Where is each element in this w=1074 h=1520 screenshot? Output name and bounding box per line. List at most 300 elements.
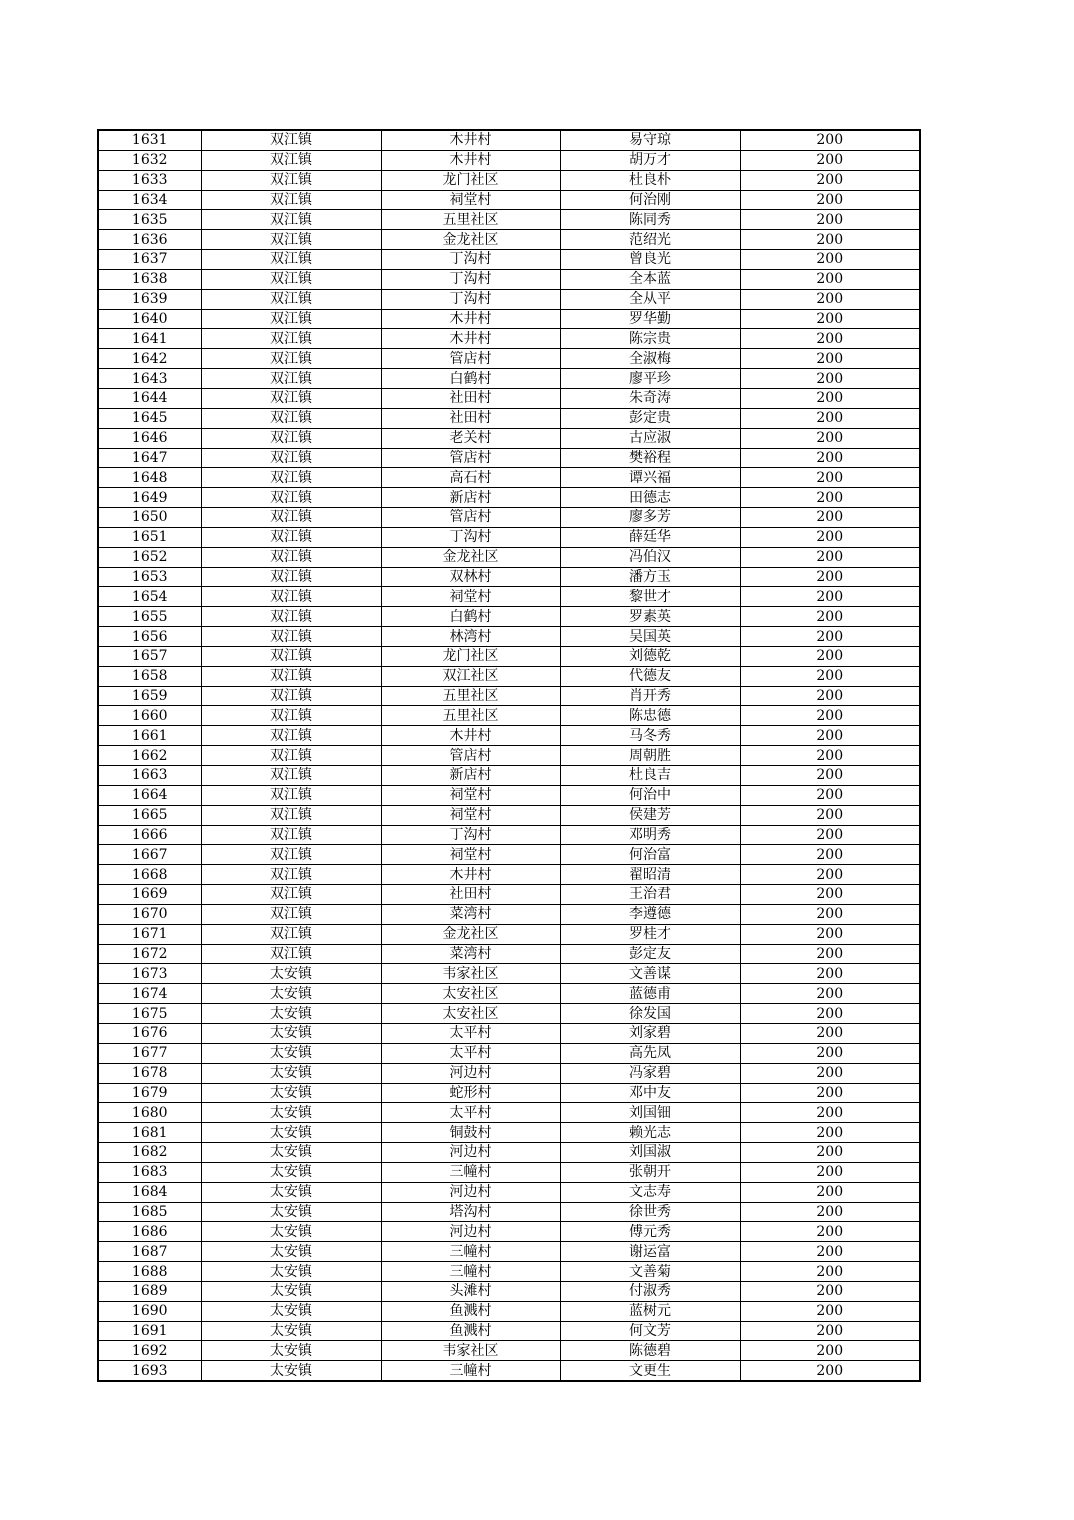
village-cell: 河边村 (381, 1182, 560, 1202)
table-row (98, 527, 920, 547)
name-cell: 翟昭清 (560, 865, 740, 885)
name-cell: 范绍光 (560, 230, 740, 250)
village-cell: 三幢村 (381, 1242, 560, 1262)
village-cell: 三幢村 (381, 1162, 560, 1182)
amount-cell: 200 (740, 646, 920, 666)
serial-number-cell: 1654 (98, 587, 201, 607)
table-body (98, 130, 920, 1381)
town-cell: 双江镇 (201, 547, 381, 567)
town-cell: 双江镇 (201, 746, 381, 766)
amount-cell: 200 (740, 964, 920, 984)
data-table (97, 129, 921, 1382)
amount-cell: 200 (740, 527, 920, 547)
amount-cell: 200 (740, 289, 920, 309)
name-cell: 马冬秀 (560, 726, 740, 746)
amount-cell: 200 (740, 1222, 920, 1242)
town-cell: 双江镇 (201, 508, 381, 528)
name-cell: 刘家碧 (560, 1023, 740, 1043)
village-cell: 鱼溅村 (381, 1321, 560, 1341)
name-cell: 罗桂才 (560, 924, 740, 944)
amount-cell: 200 (740, 1123, 920, 1143)
table-row (98, 944, 920, 964)
amount-cell: 200 (740, 686, 920, 706)
serial-number-cell: 1643 (98, 369, 201, 389)
amount-cell: 200 (740, 349, 920, 369)
table-row (98, 190, 920, 210)
town-cell: 双江镇 (201, 210, 381, 230)
table-row (98, 1083, 920, 1103)
table-row (98, 924, 920, 944)
name-cell: 陈德碧 (560, 1341, 740, 1361)
amount-cell: 200 (740, 845, 920, 865)
village-cell: 祠堂村 (381, 190, 560, 210)
town-cell: 双江镇 (201, 527, 381, 547)
town-cell: 双江镇 (201, 349, 381, 369)
table-row (98, 1301, 920, 1321)
table-row (98, 805, 920, 825)
town-cell: 双江镇 (201, 686, 381, 706)
town-cell: 太安镇 (201, 964, 381, 984)
town-cell: 太安镇 (201, 1361, 381, 1381)
name-cell: 彭定友 (560, 944, 740, 964)
village-cell: 太安社区 (381, 1004, 560, 1024)
town-cell: 太安镇 (201, 1182, 381, 1202)
serial-number-cell: 1634 (98, 190, 201, 210)
name-cell: 周朝胜 (560, 746, 740, 766)
amount-cell: 200 (740, 1301, 920, 1321)
amount-cell: 200 (740, 1004, 920, 1024)
name-cell: 蓝德甫 (560, 984, 740, 1004)
table-row (98, 1361, 920, 1381)
table-row (98, 1023, 920, 1043)
table-row (98, 130, 920, 150)
name-cell: 刘国钿 (560, 1103, 740, 1123)
name-cell: 曾良光 (560, 250, 740, 270)
serial-number-cell: 1664 (98, 785, 201, 805)
table-row (98, 1143, 920, 1163)
table-row (98, 964, 920, 984)
serial-number-cell: 1646 (98, 428, 201, 448)
town-cell: 双江镇 (201, 230, 381, 250)
name-cell: 侯建芳 (560, 805, 740, 825)
village-cell: 河边村 (381, 1222, 560, 1242)
town-cell: 双江镇 (201, 468, 381, 488)
serial-number-cell: 1641 (98, 329, 201, 349)
amount-cell: 200 (740, 190, 920, 210)
serial-number-cell: 1633 (98, 170, 201, 190)
amount-cell: 200 (740, 1341, 920, 1361)
amount-cell: 200 (740, 1023, 920, 1043)
table-row (98, 1103, 920, 1123)
town-cell: 太安镇 (201, 1321, 381, 1341)
village-cell: 管店村 (381, 508, 560, 528)
village-cell: 社田村 (381, 408, 560, 428)
town-cell: 太安镇 (201, 1143, 381, 1163)
village-cell: 木井村 (381, 150, 560, 170)
village-cell: 双江社区 (381, 666, 560, 686)
town-cell: 双江镇 (201, 924, 381, 944)
amount-cell: 200 (740, 508, 920, 528)
village-cell: 社田村 (381, 388, 560, 408)
village-cell: 新店村 (381, 488, 560, 508)
amount-cell: 200 (740, 825, 920, 845)
town-cell: 双江镇 (201, 627, 381, 647)
table-row (98, 250, 920, 270)
name-cell: 何治刚 (560, 190, 740, 210)
amount-cell: 200 (740, 1063, 920, 1083)
village-cell: 鱼溅村 (381, 1301, 560, 1321)
town-cell: 双江镇 (201, 170, 381, 190)
town-cell: 双江镇 (201, 706, 381, 726)
serial-number-cell: 1657 (98, 646, 201, 666)
name-cell: 杜良吉 (560, 766, 740, 786)
village-cell: 太平村 (381, 1023, 560, 1043)
town-cell: 双江镇 (201, 329, 381, 349)
name-cell: 高先凤 (560, 1043, 740, 1063)
serial-number-cell: 1642 (98, 349, 201, 369)
name-cell: 邓明秀 (560, 825, 740, 845)
village-cell: 铜鼓村 (381, 1123, 560, 1143)
town-cell: 太安镇 (201, 984, 381, 1004)
amount-cell: 200 (740, 448, 920, 468)
town-cell: 双江镇 (201, 309, 381, 329)
table-row (98, 1004, 920, 1024)
serial-number-cell: 1693 (98, 1361, 201, 1381)
table-row (98, 210, 920, 230)
serial-number-cell: 1639 (98, 289, 201, 309)
village-cell: 蛇形村 (381, 1083, 560, 1103)
village-cell: 头滩村 (381, 1281, 560, 1301)
table-row (98, 885, 920, 905)
name-cell: 黎世才 (560, 587, 740, 607)
town-cell: 太安镇 (201, 1063, 381, 1083)
amount-cell: 200 (740, 269, 920, 289)
village-cell: 祠堂村 (381, 785, 560, 805)
village-cell: 高石村 (381, 468, 560, 488)
amount-cell: 200 (740, 567, 920, 587)
name-cell: 罗华勤 (560, 309, 740, 329)
serial-number-cell: 1689 (98, 1281, 201, 1301)
town-cell: 双江镇 (201, 567, 381, 587)
table-row (98, 230, 920, 250)
serial-number-cell: 1632 (98, 150, 201, 170)
serial-number-cell: 1658 (98, 666, 201, 686)
table-row (98, 1182, 920, 1202)
town-cell: 太安镇 (201, 1043, 381, 1063)
village-cell: 河边村 (381, 1143, 560, 1163)
amount-cell: 200 (740, 388, 920, 408)
serial-number-cell: 1648 (98, 468, 201, 488)
serial-number-cell: 1647 (98, 448, 201, 468)
serial-number-cell: 1653 (98, 567, 201, 587)
serial-number-cell: 1678 (98, 1063, 201, 1083)
village-cell: 白鹤村 (381, 369, 560, 389)
name-cell: 冯伯汉 (560, 547, 740, 567)
village-cell: 管店村 (381, 349, 560, 369)
serial-number-cell: 1660 (98, 706, 201, 726)
village-cell: 新店村 (381, 766, 560, 786)
village-cell: 太平村 (381, 1103, 560, 1123)
amount-cell: 200 (740, 1321, 920, 1341)
table-row (98, 468, 920, 488)
name-cell: 潘方玉 (560, 567, 740, 587)
amount-cell: 200 (740, 329, 920, 349)
table-row (98, 785, 920, 805)
amount-cell: 200 (740, 488, 920, 508)
name-cell: 陈同秀 (560, 210, 740, 230)
serial-number-cell: 1640 (98, 309, 201, 329)
town-cell: 太安镇 (201, 1162, 381, 1182)
name-cell: 廖多芳 (560, 508, 740, 528)
town-cell: 双江镇 (201, 250, 381, 270)
name-cell: 罗素英 (560, 607, 740, 627)
town-cell: 双江镇 (201, 369, 381, 389)
town-cell: 双江镇 (201, 388, 381, 408)
table-row (98, 984, 920, 1004)
amount-cell: 200 (740, 607, 920, 627)
village-cell: 祠堂村 (381, 587, 560, 607)
village-cell: 太平村 (381, 1043, 560, 1063)
table-row (98, 1202, 920, 1222)
amount-cell: 200 (740, 785, 920, 805)
table-row (98, 567, 920, 587)
serial-number-cell: 1685 (98, 1202, 201, 1222)
village-cell: 韦家社区 (381, 964, 560, 984)
table-row (98, 1262, 920, 1282)
name-cell: 谢运富 (560, 1242, 740, 1262)
town-cell: 双江镇 (201, 726, 381, 746)
serial-number-cell: 1677 (98, 1043, 201, 1063)
name-cell: 樊裕程 (560, 448, 740, 468)
name-cell: 吴国英 (560, 627, 740, 647)
village-cell: 白鹤村 (381, 607, 560, 627)
table-row (98, 547, 920, 567)
table-row (98, 329, 920, 349)
amount-cell: 200 (740, 130, 920, 150)
serial-number-cell: 1668 (98, 865, 201, 885)
town-cell: 双江镇 (201, 766, 381, 786)
serial-number-cell: 1671 (98, 924, 201, 944)
serial-number-cell: 1644 (98, 388, 201, 408)
serial-number-cell: 1673 (98, 964, 201, 984)
amount-cell: 200 (740, 1103, 920, 1123)
town-cell: 太安镇 (201, 1242, 381, 1262)
name-cell: 赖光志 (560, 1123, 740, 1143)
town-cell: 双江镇 (201, 150, 381, 170)
table-row (98, 865, 920, 885)
amount-cell: 200 (740, 1281, 920, 1301)
table-row (98, 349, 920, 369)
serial-number-cell: 1651 (98, 527, 201, 547)
table-row (98, 289, 920, 309)
village-cell: 韦家社区 (381, 1341, 560, 1361)
village-cell: 五里社区 (381, 686, 560, 706)
serial-number-cell: 1669 (98, 885, 201, 905)
name-cell: 田德志 (560, 488, 740, 508)
village-cell: 木井村 (381, 865, 560, 885)
serial-number-cell: 1691 (98, 1321, 201, 1341)
village-cell: 河边村 (381, 1063, 560, 1083)
town-cell: 双江镇 (201, 448, 381, 468)
amount-cell: 200 (740, 904, 920, 924)
table-row (98, 1222, 920, 1242)
amount-cell: 200 (740, 1162, 920, 1182)
serial-number-cell: 1682 (98, 1143, 201, 1163)
table-row (98, 666, 920, 686)
amount-cell: 200 (740, 865, 920, 885)
village-cell: 林湾村 (381, 627, 560, 647)
village-cell: 木井村 (381, 726, 560, 746)
town-cell: 太安镇 (201, 1083, 381, 1103)
serial-number-cell: 1680 (98, 1103, 201, 1123)
town-cell: 双江镇 (201, 428, 381, 448)
village-cell: 丁沟村 (381, 825, 560, 845)
name-cell: 徐发国 (560, 1004, 740, 1024)
village-cell: 双林村 (381, 567, 560, 587)
table-row (98, 686, 920, 706)
name-cell: 何治富 (560, 845, 740, 865)
name-cell: 李遵德 (560, 904, 740, 924)
table-row (98, 488, 920, 508)
town-cell: 双江镇 (201, 825, 381, 845)
serial-number-cell: 1686 (98, 1222, 201, 1242)
serial-number-cell: 1667 (98, 845, 201, 865)
amount-cell: 200 (740, 627, 920, 647)
amount-cell: 200 (740, 230, 920, 250)
village-cell: 木井村 (381, 130, 560, 150)
name-cell: 廖平珍 (560, 369, 740, 389)
amount-cell: 200 (740, 706, 920, 726)
village-cell: 管店村 (381, 746, 560, 766)
name-cell: 肖开秀 (560, 686, 740, 706)
name-cell: 陈忠德 (560, 706, 740, 726)
name-cell: 何治中 (560, 785, 740, 805)
amount-cell: 200 (740, 150, 920, 170)
village-cell: 丁沟村 (381, 289, 560, 309)
village-cell: 丁沟村 (381, 527, 560, 547)
table-row (98, 269, 920, 289)
town-cell: 双江镇 (201, 646, 381, 666)
name-cell: 蓝树元 (560, 1301, 740, 1321)
serial-number-cell: 1652 (98, 547, 201, 567)
name-cell: 付淑秀 (560, 1281, 740, 1301)
village-cell: 祠堂村 (381, 805, 560, 825)
name-cell: 谭兴福 (560, 468, 740, 488)
serial-number-cell: 1692 (98, 1341, 201, 1361)
table-row (98, 627, 920, 647)
town-cell: 双江镇 (201, 130, 381, 150)
amount-cell: 200 (740, 1262, 920, 1282)
town-cell: 太安镇 (201, 1202, 381, 1222)
name-cell: 陈宗贵 (560, 329, 740, 349)
table-row (98, 1043, 920, 1063)
name-cell: 文善谋 (560, 964, 740, 984)
amount-cell: 200 (740, 408, 920, 428)
amount-cell: 200 (740, 1182, 920, 1202)
village-cell: 太安社区 (381, 984, 560, 1004)
serial-number-cell: 1661 (98, 726, 201, 746)
amount-cell: 200 (740, 924, 920, 944)
village-cell: 五里社区 (381, 210, 560, 230)
town-cell: 太安镇 (201, 1222, 381, 1242)
amount-cell: 200 (740, 547, 920, 567)
village-cell: 菜湾村 (381, 904, 560, 924)
village-cell: 金龙社区 (381, 547, 560, 567)
amount-cell: 200 (740, 170, 920, 190)
town-cell: 双江镇 (201, 885, 381, 905)
amount-cell: 200 (740, 766, 920, 786)
village-cell: 木井村 (381, 309, 560, 329)
table-row (98, 448, 920, 468)
town-cell: 双江镇 (201, 190, 381, 210)
serial-number-cell: 1688 (98, 1262, 201, 1282)
table-row (98, 1242, 920, 1262)
village-cell: 三幢村 (381, 1361, 560, 1381)
serial-number-cell: 1636 (98, 230, 201, 250)
serial-number-cell: 1650 (98, 508, 201, 528)
town-cell: 双江镇 (201, 904, 381, 924)
village-cell: 金龙社区 (381, 230, 560, 250)
name-cell: 彭定贵 (560, 408, 740, 428)
amount-cell: 200 (740, 805, 920, 825)
town-cell: 双江镇 (201, 289, 381, 309)
amount-cell: 200 (740, 250, 920, 270)
town-cell: 太安镇 (201, 1004, 381, 1024)
village-cell: 老关村 (381, 428, 560, 448)
table-row (98, 607, 920, 627)
serial-number-cell: 1666 (98, 825, 201, 845)
amount-cell: 200 (740, 428, 920, 448)
table-row (98, 408, 920, 428)
table-row (98, 726, 920, 746)
table-row (98, 1162, 920, 1182)
serial-number-cell: 1631 (98, 130, 201, 150)
amount-cell: 200 (740, 885, 920, 905)
town-cell: 太安镇 (201, 1341, 381, 1361)
serial-number-cell: 1674 (98, 984, 201, 1004)
table-row (98, 1063, 920, 1083)
name-cell: 易守琼 (560, 130, 740, 150)
amount-cell: 200 (740, 468, 920, 488)
table-row (98, 369, 920, 389)
amount-cell: 200 (740, 1242, 920, 1262)
town-cell: 双江镇 (201, 488, 381, 508)
village-cell: 管店村 (381, 448, 560, 468)
town-cell: 太安镇 (201, 1103, 381, 1123)
village-cell: 祠堂村 (381, 845, 560, 865)
serial-number-cell: 1659 (98, 686, 201, 706)
table-row (98, 388, 920, 408)
name-cell: 全本蓝 (560, 269, 740, 289)
amount-cell: 200 (740, 726, 920, 746)
village-cell: 塔沟村 (381, 1202, 560, 1222)
town-cell: 太安镇 (201, 1023, 381, 1043)
serial-number-cell: 1655 (98, 607, 201, 627)
village-cell: 龙门社区 (381, 170, 560, 190)
amount-cell: 200 (740, 666, 920, 686)
amount-cell: 200 (740, 1083, 920, 1103)
village-cell: 丁沟村 (381, 269, 560, 289)
town-cell: 太安镇 (201, 1281, 381, 1301)
name-cell: 朱奇涛 (560, 388, 740, 408)
table-row (98, 766, 920, 786)
serial-number-cell: 1645 (98, 408, 201, 428)
serial-number-cell: 1656 (98, 627, 201, 647)
serial-number-cell: 1672 (98, 944, 201, 964)
serial-number-cell: 1690 (98, 1301, 201, 1321)
table-row (98, 428, 920, 448)
name-cell: 薛廷华 (560, 527, 740, 547)
